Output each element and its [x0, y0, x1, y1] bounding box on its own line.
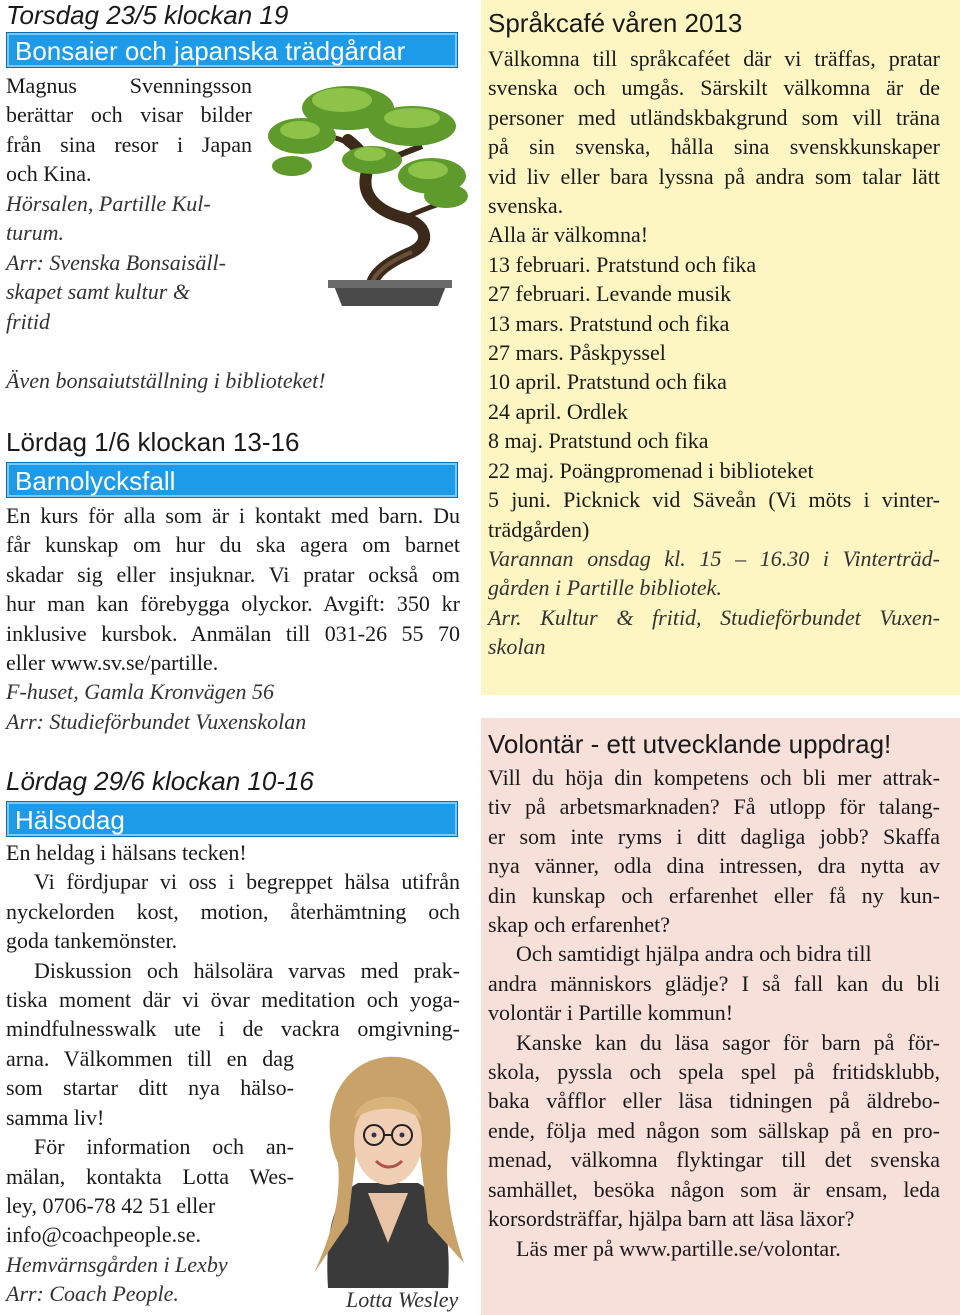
cafe-schedule-item: 8 maj. Pratstund och fika	[488, 428, 709, 454]
event3-arr: Arr: Coach People.	[6, 1281, 179, 1307]
event3-text-line: samma liv!	[6, 1104, 105, 1130]
event3-text-line: En heldag i hälsans tecken!	[6, 840, 247, 865]
volunteer-text-line: er som inte ryms i ditt dagliga jobb? Skaffa	[488, 823, 940, 849]
event3-title-bar: Hälsodag	[6, 801, 458, 837]
cafe-text-line: svenska.	[488, 193, 564, 219]
event3-text-line: som startar ditt nya hälso-	[6, 1075, 294, 1101]
event3-text-line: info@coachpeople.se.	[6, 1222, 201, 1248]
bonsai-tree-image	[262, 76, 470, 308]
volunteer-text-line: samhället, besöka någon som är ensam, leda	[488, 1176, 940, 1202]
cafe-italic-line: Varannan onsdag kl. 15 – 16.30 i Vinterträd-	[488, 545, 940, 571]
event1-text-line: berättar och visar bilder	[6, 102, 252, 128]
event3-text-line: arna. Välkommen till en dag	[6, 1046, 294, 1071]
event1-text-line: och Kina.	[6, 161, 92, 187]
language-cafe-heading: Språkcafé våren 2013	[488, 8, 743, 38]
event2-text-line: får kunskap om hur du ska agera om barnet	[6, 532, 460, 558]
cafe-italic-line: Arr. Kultur & fritid, Studieförbundet Vuxen-	[488, 604, 940, 630]
volunteer-text-line: menad, välkomna flyktingar till det svenska	[488, 1147, 940, 1173]
event3-place: Hemvärnsgården i Lexby	[6, 1251, 228, 1277]
portrait-photo	[298, 1043, 476, 1288]
cafe-schedule-item: 27 februari. Levande musik	[488, 281, 732, 307]
event3-text-line: ley, 0706-78 42 51 eller	[6, 1193, 216, 1219]
volunteer-text-line: volontär i Partille kommun!	[488, 1000, 734, 1026]
volunteer-text-line: tiv på arbetsmarknaden? Få utlopp för talang-	[488, 794, 940, 820]
event2-text-line: inklusive kursbok. Anmälan till 031-26 55 70	[6, 620, 460, 646]
cafe-text-line: Alla är välkomna!	[488, 222, 649, 248]
volunteer-text-line: korsordsträffar, hjälpa barn att läsa läxor?	[488, 1206, 855, 1232]
event2-text-line: En kurs för alla som är i kontakt med barn. Du	[6, 503, 460, 528]
volunteer-heading: Volontär - ett utvecklande uppdrag!	[488, 729, 892, 759]
volunteer-link-line: Läs mer på www.partille.se/volontar.	[516, 1235, 841, 1261]
event2-text-line: eller www.sv.se/partille.	[6, 650, 219, 676]
volunteer-text-line: din kunskap och erfarenhet eller få ny kun-	[488, 882, 940, 908]
event3-text-line: mindfulnesswalk ute i de vackra omgivning-	[6, 1016, 460, 1042]
cafe-text-line: Välkomna till språkcaféet där vi träffas, pratar	[488, 46, 940, 71]
event1-note: Även bonsaiutställning i biblioteket!	[6, 368, 326, 393]
volunteer-text-line: baka våfflor eller läsa tidningen på äldrebo-	[488, 1088, 940, 1114]
cafe-text-line: svenska och umgås. Särskilt välkomna är de	[488, 75, 940, 101]
event3-text-line: För information och an-	[34, 1134, 294, 1160]
volunteer-text-line: Vill du höja din kompetens och bli mer attrak-	[488, 765, 940, 790]
event2-text-line: hur man kan förebygga olyckor. Avgift: 350 kr	[6, 591, 460, 617]
cafe-schedule-item: 27 mars. Påskpyssel	[488, 340, 666, 366]
event3-text-line: Diskussion och hälsolära varvas med prak-	[34, 957, 460, 983]
volunteer-text-line: Och samtidigt hjälpa andra och bidra till	[516, 941, 872, 967]
cafe-schedule-item: 13 mars. Pratstund och fika	[488, 310, 730, 336]
cafe-text-line: personer med utländskbakgrund som vill träna	[488, 104, 940, 130]
event1-text-line: Magnus Svenningsson	[6, 73, 252, 98]
cafe-text-line: vid liv eller bara lyssna på andra som talar lätt	[488, 163, 940, 189]
event1-place-line: Hörsalen, Partille Kul-	[6, 191, 211, 216]
event2-text-line: skadar sig eller insjuknar. Vi pratar också om	[6, 561, 460, 587]
event1-arr-line: skapet samt kultur &	[6, 279, 190, 305]
event1-title-bar: Bonsaier och japanska trädgårdar	[6, 32, 458, 68]
event2-place: F-huset, Gamla Kronvägen 56	[6, 679, 275, 705]
event3-text-line: tiska moment där vi övar meditation och yoga-	[6, 987, 460, 1013]
event1-arr-line: fritid	[6, 308, 51, 334]
volunteer-text-line: skola, pyssla och spela spel på fritidsklubb,	[488, 1059, 940, 1085]
cafe-italic-line: gården i Partille bibliotek.	[488, 575, 722, 601]
event3-date-heading: Lördag 29/6 klockan 10-16	[6, 766, 314, 796]
portrait-caption: Lotta Wesley	[346, 1287, 459, 1312]
volunteer-text-line: skap och erfarenhet?	[488, 912, 671, 938]
event2-arr: Arr: Studieförbundet Vuxenskolan	[6, 708, 307, 734]
event1-arr-line: Arr: Svenska Bonsaisäll-	[6, 249, 226, 275]
volunteer-text-line: ende, följa med någon som sällskap på en pro-	[488, 1117, 940, 1143]
cafe-schedule-item: trädgården)	[488, 516, 590, 542]
event1-place-line: turum.	[6, 220, 65, 246]
volunteer-text-line: andra människors glädje? I så fall kan du bli	[488, 970, 940, 996]
volunteer-text-line: nya vänner, odla dina intressen, dra nytta av	[488, 853, 940, 879]
event3-text-line: mälan, kontakta Lotta Wes-	[6, 1163, 294, 1189]
volunteer-text-line: Kanske kan du läsa sagor för barn på för-	[516, 1029, 940, 1055]
event3-text-line: goda tankemönster.	[6, 928, 178, 954]
event2-date-heading: Lördag 1/6 klockan 13-16	[6, 427, 300, 457]
cafe-schedule-item: 5 juni. Picknick vid Säveån (Vi möts i vinter-	[488, 487, 940, 513]
cafe-italic-line: skolan	[488, 634, 546, 660]
cafe-schedule-item: 13 februari. Pratstund och fika	[488, 251, 757, 277]
event2-title-bar: Barnolycksfall	[6, 462, 458, 498]
event3-text-line: Vi fördjupar vi oss i begreppet hälsa utifrån	[34, 869, 460, 895]
cafe-schedule-item: 10 april. Pratstund och fika	[488, 369, 727, 395]
event1-text-line: från sina resor i Japan	[6, 131, 252, 157]
cafe-text-line: på sin svenska, hålla sina svenskkunskaper	[488, 134, 940, 160]
event1-date-heading: Torsdag 23/5 klockan 19	[6, 0, 289, 30]
cafe-schedule-item: 24 april. Ordlek	[488, 398, 628, 424]
event3-text-line: nyckelorden kost, motion, återhämtning och	[6, 898, 460, 924]
cafe-schedule-item: 22 maj. Poängpromenad i biblioteket	[488, 457, 814, 483]
